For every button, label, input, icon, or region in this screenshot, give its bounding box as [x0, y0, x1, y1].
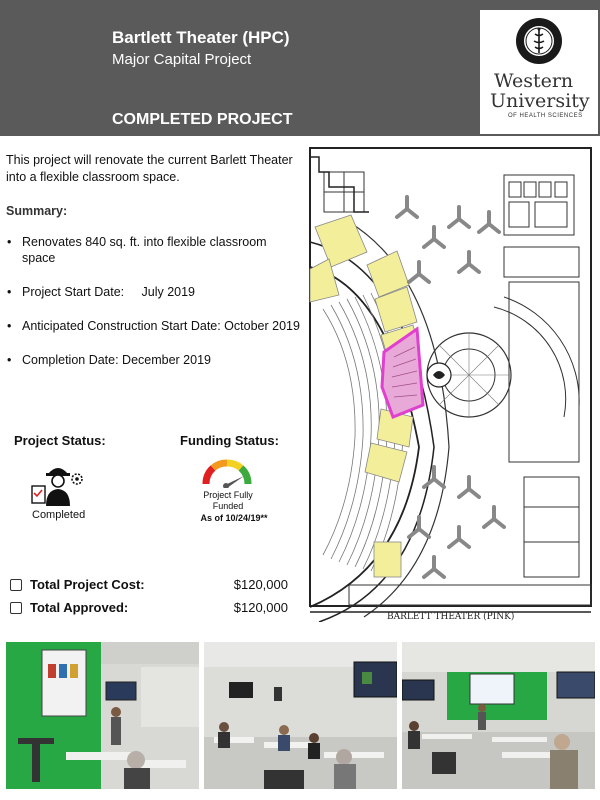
total-project-cost-label: Total Project Cost: [30, 577, 145, 592]
university-seal-icon [514, 16, 564, 66]
total-approved-value: $120,000 [233, 600, 288, 615]
summary-list [6, 234, 302, 386]
summary-item-start-date: • Project Start Date: July 2019 [6, 284, 302, 300]
header-banner [0, 0, 600, 136]
summary-heading: Summary: [6, 204, 68, 218]
funding-as-of-date: As of 10/24/19** [200, 513, 268, 523]
construction-worker-icon [30, 462, 86, 508]
checkbox[interactable] [10, 602, 22, 614]
funding-status-value: Project Fully Funded [203, 490, 253, 511]
total-project-cost-value: $120,000 [233, 577, 288, 592]
logo-line-health-sciences: OF HEALTH SCIENCES [508, 113, 583, 119]
logo-line-western: Western [494, 70, 574, 92]
project-intro: This project will renovate the current Barlett Theater into a flexible classroom space. [6, 153, 293, 184]
summary-item-completion-date: • Completion Date: December 2019 [6, 352, 302, 368]
total-approved-row [8, 600, 298, 618]
classroom-photo-presentation [6, 642, 199, 789]
page-title: Bartlett Theater (HPC) [112, 28, 290, 47]
project-status-value: Completed [32, 509, 86, 521]
classroom-photo-lecture [402, 642, 595, 789]
total-project-cost-row [8, 577, 298, 595]
classroom-photo-audience [204, 642, 397, 789]
total-approved-label: Total Approved: [30, 600, 129, 615]
page-subtitle: Major Capital Project [112, 51, 252, 68]
funding-gauge-icon [200, 454, 254, 488]
floor-plan-caption: BARLETT THEATER (PINK) [387, 612, 515, 622]
floor-plan [309, 147, 592, 622]
summary-item-area: • Renovates 840 sq. ft. into flexible classroom space [6, 234, 302, 266]
status-banner: COMPLETED PROJECT [112, 111, 293, 128]
checkbox[interactable] [10, 579, 22, 591]
university-logo [480, 10, 598, 134]
summary-item-construction-start: • Anticipated Construction Start Date: October 2019 [6, 318, 302, 334]
funding-status-label: Funding Status: [180, 433, 279, 448]
project-status-label: Project Status: [14, 433, 106, 448]
logo-line-university: University [490, 90, 590, 112]
